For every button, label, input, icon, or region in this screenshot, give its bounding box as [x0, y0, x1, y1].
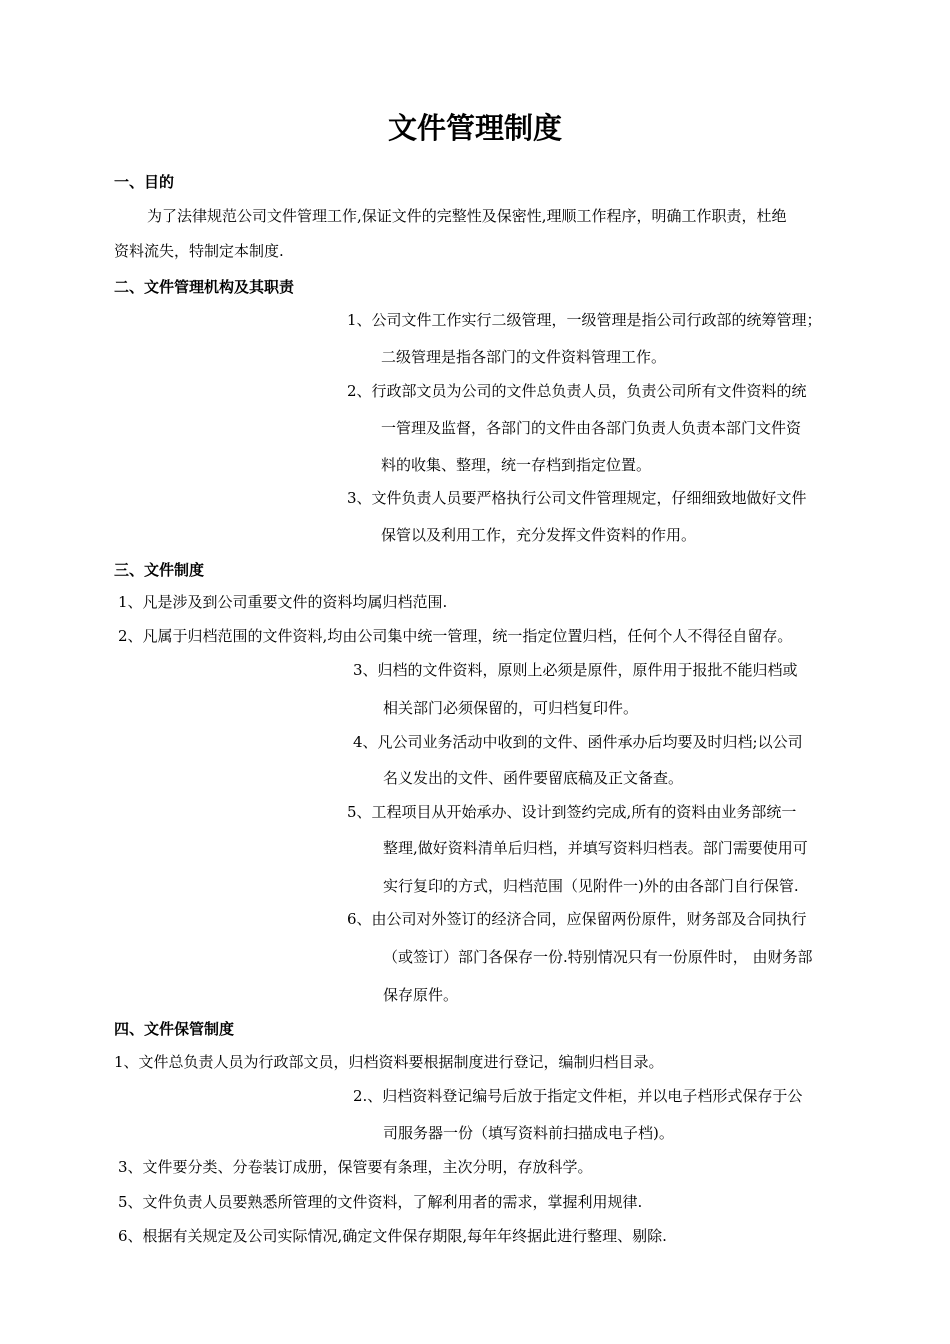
list-item-continuation: 一管理及监督，各部门的文件由各部门负责人负责本部门文件资 — [381, 419, 802, 437]
section-heading-filing-policy: 三、文件制度 — [114, 561, 205, 579]
list-item: 6、根据有关规定及公司实际情况,确定文件保存期限,每年年终据此进行整理、剔除. — [118, 1227, 667, 1245]
list-item: 2、行政部文员为公司的文件总负责人员，负责公司所有文件资料的统 — [347, 382, 807, 400]
list-item: 2.、归档资料登记编号后放于指定文件柜，并以电子档形式保存于公 — [353, 1087, 803, 1105]
list-item-continuation: 实行复印的方式，归档范围（见附件一)外的由各部门自行保管. — [383, 877, 799, 895]
paragraph-line: 为了法律规范公司文件管理工作,保证文件的完整性及保密性,理顺工作程序，明确工作职责，杜绝 — [147, 207, 787, 225]
list-item: 3、文件负责人员要严格执行公司文件管理规定，仔细细致地做好文件 — [347, 489, 807, 507]
list-item: 1、公司文件工作实行二级管理，一级管理是指公司行政部的统筹管理； — [347, 311, 822, 329]
list-item-continuation: 保管以及利用工作，充分发挥文件资料的作用。 — [381, 526, 697, 544]
list-item: 5、文件负责人员要熟悉所管理的文件资料，了解利用者的需求，掌握利用规律. — [118, 1193, 643, 1211]
section-heading-storage-policy: 四、文件保管制度 — [114, 1020, 235, 1038]
list-item: 3、归档的文件资料，原则上必须是原件，原件用于报批不能归档或 — [353, 661, 798, 679]
paragraph-line: 资料流失，特制定本制度. — [114, 242, 284, 260]
section-heading-purpose: 一、目的 — [114, 173, 175, 191]
list-item: 1、文件总负责人员为行政部文员，归档资料要根据制度进行登记，编制归档目录。 — [114, 1053, 664, 1071]
document-title: 文件管理制度 — [387, 111, 562, 145]
list-item: 4、凡公司业务活动中收到的文件、函件承办后均要及时归档;以公司 — [353, 733, 803, 751]
list-item: 1、凡是涉及到公司重要文件的资料均属归档范围. — [118, 593, 448, 611]
list-item: 5、工程项目从开始承办、设计到签约完成,所有的资料由业务部统一 — [347, 803, 797, 821]
list-item-continuation: 整理,做好资料清单后归档，并填写资料归档表。部门需要使用可 — [383, 839, 808, 857]
list-item-continuation: 司服务器一份（填写资料前扫描成电子档)。 — [383, 1124, 674, 1142]
list-item-continuation: 名义发出的文件、函件要留底稿及正文备查。 — [383, 769, 684, 787]
section-heading-organization: 二、文件管理机构及其职责 — [114, 278, 295, 296]
list-item-continuation: 二级管理是指各部门的文件资料管理工作。 — [381, 348, 667, 366]
list-item-continuation: 保存原件。 — [383, 986, 459, 1004]
list-item: 6、由公司对外签订的经济合同，应保留两份原件，财务部及合同执行 — [347, 910, 807, 928]
list-item-continuation: 料的收集、整理，统一存档到指定位置。 — [381, 456, 652, 474]
list-item-continuation: （或签订）部门各保存一份.特别情况只有一份原件时， 由财务部 — [383, 948, 813, 966]
list-item-continuation: 相关部门必须保留的，可归档复印件。 — [383, 699, 639, 717]
list-item: 2、凡属于归档范围的文件资料,均由公司集中统一管理，统一指定位置归档，任何个人不得径自留存。 — [118, 627, 793, 645]
list-item: 3、文件要分类、分卷装订成册，保管要有条理，主次分明，存放科学。 — [118, 1158, 593, 1176]
